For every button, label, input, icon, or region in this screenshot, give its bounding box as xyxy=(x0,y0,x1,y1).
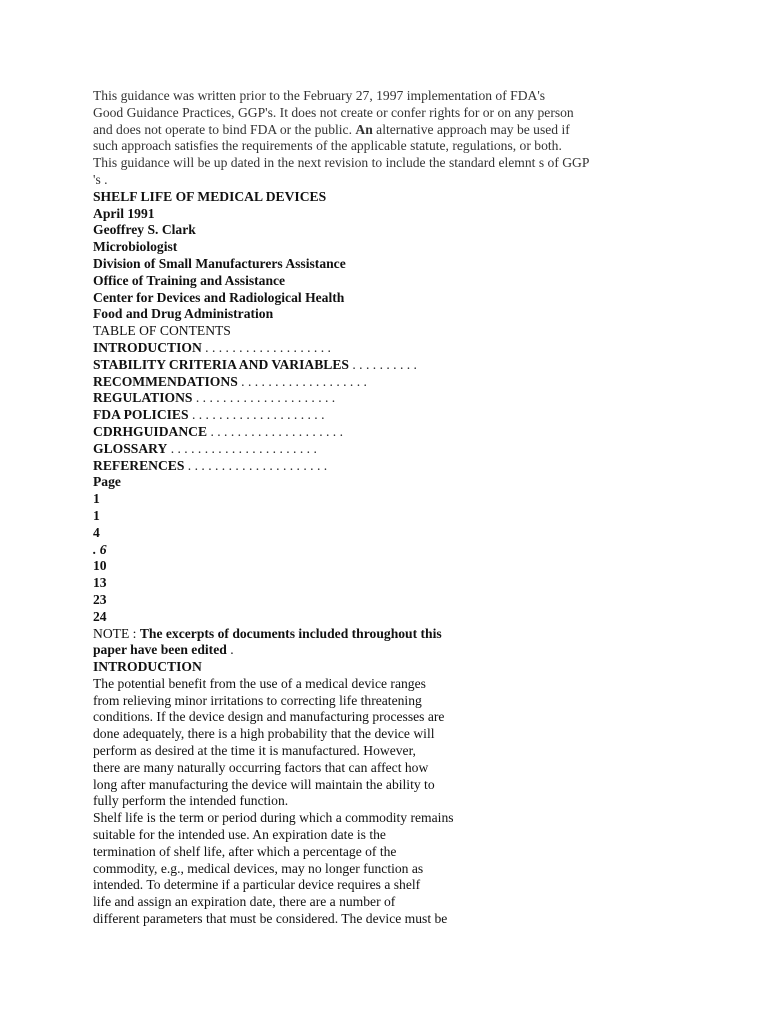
note-prefix: NOTE : xyxy=(93,625,140,641)
toc-heading: TABLE OF CONTENTS xyxy=(93,323,231,339)
disclaimer-line: such approach satisfies the requirements of the applicable statute, regulations, or both. xyxy=(93,138,562,154)
toc-page-number: 24 xyxy=(93,608,107,624)
toc-entry-label: FDA POLICIES xyxy=(93,407,189,423)
paragraph-line: done adequately, there is a high probability that the device will xyxy=(93,726,435,742)
note-line xyxy=(93,642,693,659)
author-office: Office of Training and Assistance xyxy=(93,272,286,288)
paragraph-line: long after manufacturing the device will maintain the ability to xyxy=(93,776,435,792)
paragraph-line: suitable for the intended use. An expiration date is the xyxy=(93,827,386,843)
disclaimer-text: alternative approach may be used if xyxy=(372,121,570,137)
paragraph-line: life and assign an expiration date, there are a number of xyxy=(93,894,396,910)
paragraph-line: Shelf life is the term or period during which a commodity remains xyxy=(93,810,454,826)
toc-page-number: 1 xyxy=(93,507,100,523)
disclaimer-line: 's . xyxy=(93,171,108,187)
author-center: Center for Devices and Radiological Health xyxy=(93,289,345,305)
paragraph-line: conditions. If the device design and manufacturing processes are xyxy=(93,709,445,725)
toc-entry-label: INTRODUCTION xyxy=(93,339,202,355)
document-date: April 1991 xyxy=(93,205,155,221)
note-suffix: . xyxy=(226,642,234,658)
toc-entry-label: GLOSSARY xyxy=(93,440,168,456)
paragraph-line: fully perform the intended function. xyxy=(93,793,289,809)
paragraph-line: intended. To determine if a particular device requires a shelf xyxy=(93,877,421,893)
toc-entry-label: CDRHGUIDANCE xyxy=(93,423,208,439)
toc-entry[interactable] xyxy=(93,424,693,441)
note-text: paper have been edited xyxy=(93,642,227,658)
author-agency: Food and Drug Administration xyxy=(93,306,274,322)
document-body xyxy=(93,88,693,928)
paragraph-line: commodity, e.g., medical devices, may no longer function as xyxy=(93,860,424,876)
author-role: Microbiologist xyxy=(93,239,178,255)
toc-page-number: 4 xyxy=(93,524,100,540)
paragraph-line: from relieving minor irritations to correcting life threatening xyxy=(93,692,422,708)
author-division: Division of Small Manufacturers Assistance xyxy=(93,255,346,271)
paragraph-line: The potential benefit from the use of a medical device ranges xyxy=(93,675,426,691)
disclaimer-line: Good Guidance Practices, GGP's. It does not create or confer rights for or on any person xyxy=(93,104,574,120)
toc-leader-dots: . . . . . . . . . . . . . . . . . . . . . . xyxy=(167,440,317,456)
toc-leader-dots: . . . . . . . . . . . . . . . . . . . . . xyxy=(184,457,328,473)
note-line xyxy=(93,626,693,643)
paragraph-line: termination of shelf life, after which a percentage of the xyxy=(93,843,397,859)
toc-entry[interactable] xyxy=(93,340,693,357)
disclaimer-line xyxy=(93,122,693,139)
disclaimer-bold-word: An xyxy=(355,121,373,137)
toc-entry-label: STABILITY CRITERIA AND VARIABLES xyxy=(93,356,349,372)
section-heading-introduction: INTRODUCTION xyxy=(93,659,202,675)
toc-entry[interactable] xyxy=(93,441,693,458)
toc-entry[interactable] xyxy=(93,357,693,374)
toc-entry-label: REGULATIONS xyxy=(93,390,193,406)
toc-entry[interactable] xyxy=(93,407,693,424)
toc-page-number: 1 xyxy=(93,491,100,507)
toc-leader-dots: . . . . . . . . . . xyxy=(348,356,417,372)
toc-leader-dots: . . . . . . . . . . . . . . . . . . . . xyxy=(207,423,343,439)
toc-entry-label: RECOMMENDATIONS xyxy=(93,373,238,389)
toc-entry[interactable] xyxy=(93,390,693,407)
document-title: SHELF LIFE OF MEDICAL DEVICES xyxy=(93,188,327,204)
toc-page-number: 23 xyxy=(93,591,107,607)
toc-entry[interactable] xyxy=(93,458,693,475)
disclaimer-line: This guidance will be up dated in the next revision to include the standard elemnt s of GGP xyxy=(93,155,590,171)
toc-leader-dots: . . . . . . . . . . . . . . . . . . . . xyxy=(188,407,325,423)
toc-entry[interactable] xyxy=(93,374,693,391)
paragraph-line: different parameters that must be considered. The device must be xyxy=(93,911,448,927)
toc-page-number: 13 xyxy=(93,575,107,591)
toc-page-number: . 6 xyxy=(93,541,107,557)
toc-page-number: 10 xyxy=(93,558,107,574)
toc-entry-label: REFERENCES xyxy=(93,457,185,473)
paragraph-line: there are many naturally occurring factors that can affect how xyxy=(93,759,429,775)
toc-page-heading: Page xyxy=(93,474,121,490)
paragraph-line: perform as desired at the time it is manufactured. However, xyxy=(93,743,416,759)
note-text: The excerpts of documents included throughout this xyxy=(139,625,442,641)
author-name: Geoffrey S. Clark xyxy=(93,222,196,238)
disclaimer-line: This guidance was written prior to the February 27, 1997 implementation of FDA's xyxy=(93,88,546,103)
toc-leader-dots: . . . . . . . . . . . . . . . . . . . xyxy=(237,373,367,389)
disclaimer-text: and does not operate to bind FDA or the public. xyxy=(93,121,356,137)
toc-leader-dots: . . . . . . . . . . . . . . . . . . . xyxy=(201,339,331,355)
toc-leader-dots: . . . . . . . . . . . . . . . . . . . . . xyxy=(192,390,336,406)
